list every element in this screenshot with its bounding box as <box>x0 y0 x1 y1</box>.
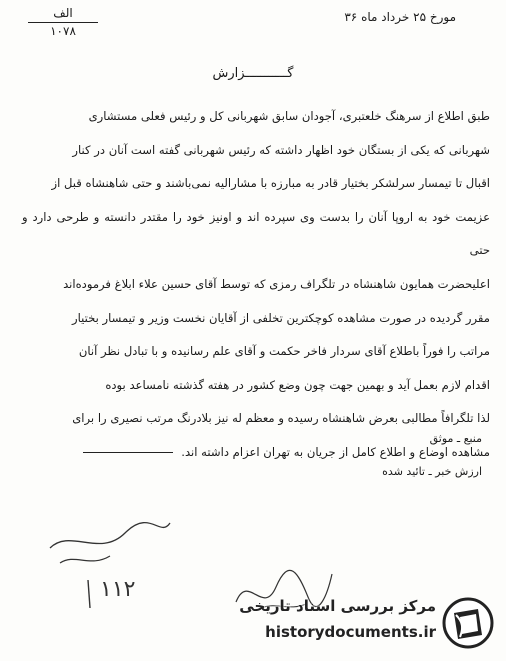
archive-logo-icon <box>442 597 494 649</box>
evaluation-line: ارزش خبر ـ تائید شده <box>382 465 482 478</box>
body-line: اقبال تا تیمسار سرلشکر بختیار قادر به مبارزه با مشارالیه نمی‌باشند و حتی شاهنشاه قبل از <box>51 176 490 191</box>
watermark-url: historydocuments.ir <box>265 623 436 641</box>
document-number <box>28 6 98 38</box>
handwritten-number: ۱۱۲ <box>100 577 136 602</box>
body-line: مقرر گردیده در صورت مشاهده کوچکترین تخلفی از آقایان نخست وزیر و تیمسار بختیار <box>71 310 490 325</box>
date-line: مورخ ۲۵ خرداد ماه ۳۶ <box>344 10 456 24</box>
body-line: طبق اطلاع از سرهنگ خلعتبری، آجودان سابق شهربانی کل و رئیس فعلی مستشاری <box>88 109 490 123</box>
number-divider <box>28 22 98 23</box>
body-line: عزیمت خود به اروپا آنان را بدست وی سپرده اند و اونیز خود را مقتدر دانسته و طرحی دارد و حتی <box>22 209 490 258</box>
source-line: منبع ـ موثق <box>429 432 482 445</box>
handwritten-annotation <box>30 508 180 618</box>
body-line: شهربانی که یکی از بستگان خود اظهار داشته که رئیس شهربانی گفته است آنان در کنار <box>72 142 490 157</box>
watermark-title: مرکز بررسی اسناد تاریخی <box>239 597 436 615</box>
document-number-value: ۱۰۷۸ <box>50 24 76 38</box>
document-number-label: الف <box>53 6 73 20</box>
body-line-final-text: مشاهده اوضاع و اطلاع کامل از جریان به تهران اعزام داشته اند. <box>181 444 490 459</box>
closing-dash <box>83 452 173 453</box>
body-line: لذا تلگرافاً مطالبی بعرض شاهنشاه رسیده و معظم له نیز بلادرنگ مرتب نصیری را برای <box>72 411 490 426</box>
watermark <box>220 593 500 655</box>
body-line: اقدام لازم بعمل آید و بهمین جهت چون وضع کشور در هفته گذشته نامساعد بوده <box>105 377 490 392</box>
report-title: گـــــــــــزارش <box>212 66 294 81</box>
body-line: اعلیحضرت همایون شاهنشاه در تلگراف رمزی که توسط آقای حسین علاء ابلاغ فرموده‌اند <box>63 276 490 291</box>
body-line: مراتب را فوراً باطلاع آقای سردار فاخر حکمت و آقای علم رسانیده و با تبادل نظر آنان <box>78 344 490 359</box>
report-body <box>22 100 490 470</box>
